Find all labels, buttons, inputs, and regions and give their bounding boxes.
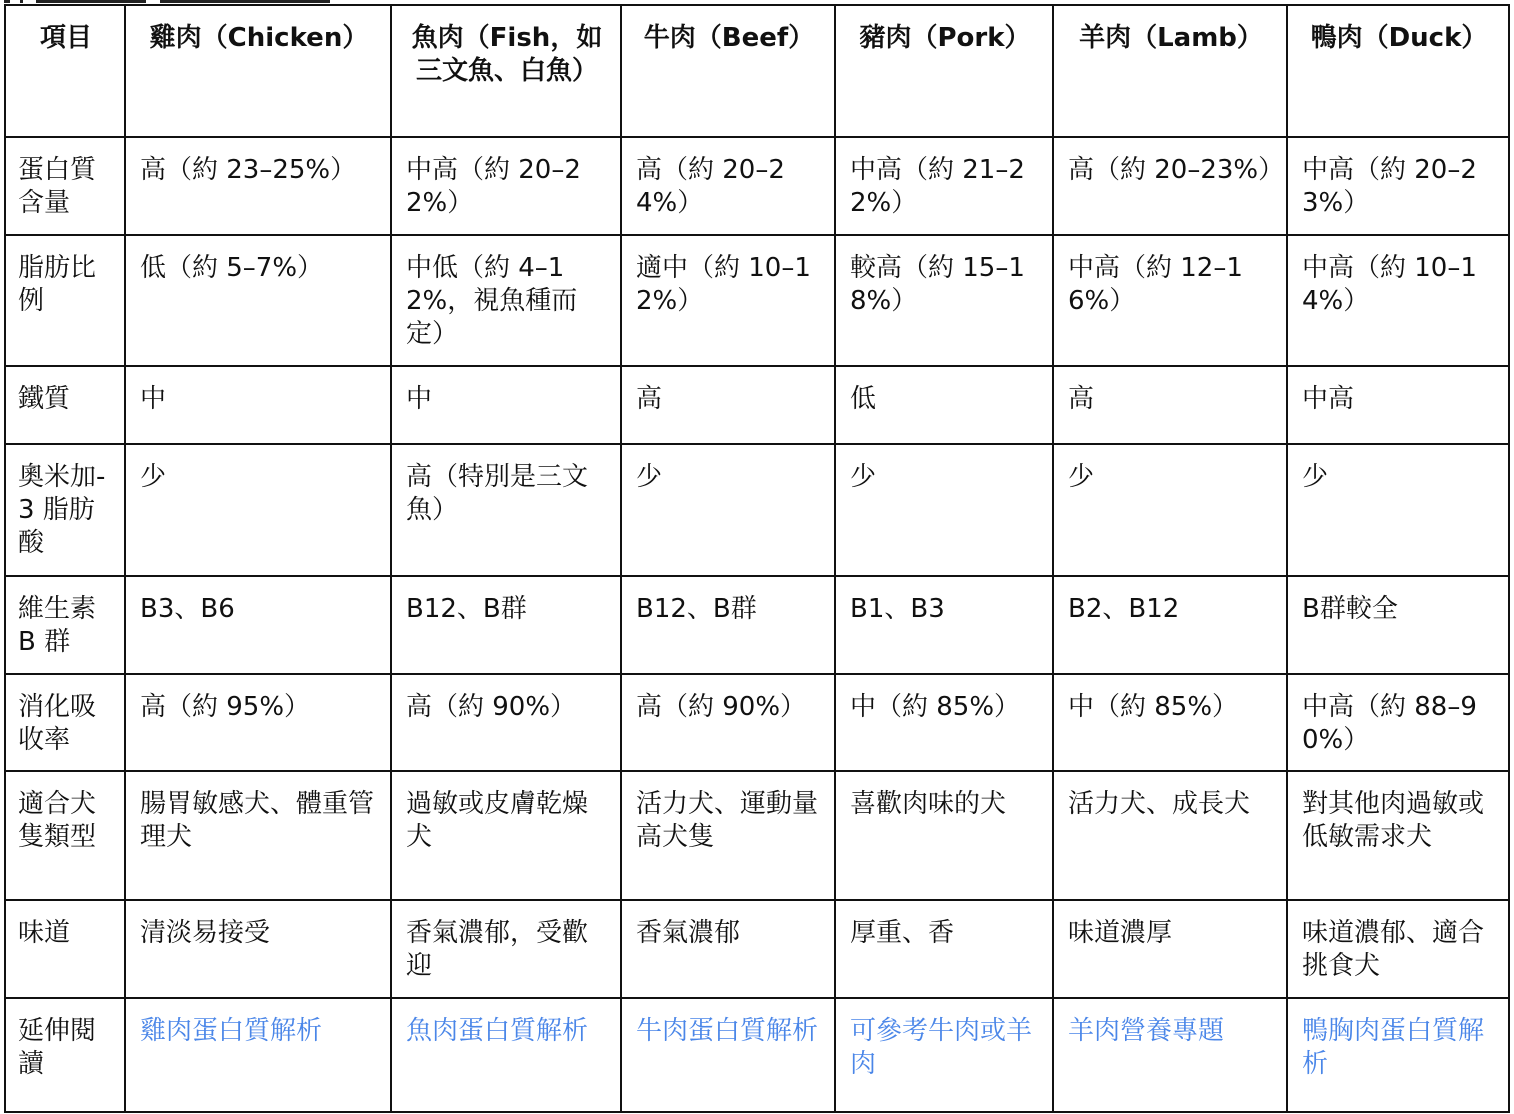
- table-cell: 中高: [1287, 366, 1509, 444]
- table-cell: 清淡易接受: [125, 900, 391, 998]
- row-label: 蛋白質含量: [5, 137, 125, 235]
- table-cell: 高（特別是三文魚）: [391, 444, 621, 576]
- table-cell: 少: [1053, 444, 1287, 576]
- table-row-digestibility: [5, 674, 1509, 771]
- table-cell: B2、B12: [1053, 576, 1287, 674]
- table-cell: [1287, 998, 1509, 1112]
- table-cell: [1053, 998, 1287, 1112]
- row-label: 味道: [5, 900, 125, 998]
- link-pork-reference[interactable]: 可參考牛肉或羊肉: [850, 1016, 1033, 1079]
- meat-comparison-table: [4, 4, 1510, 1113]
- table-cell: 對其他肉過敏或低敏需求犬: [1287, 771, 1509, 900]
- table-cell: [391, 998, 621, 1112]
- table-cell: 過敏或皮膚乾燥犬: [391, 771, 621, 900]
- table-cell: B12、B群: [391, 576, 621, 674]
- table-cell: 高（約 20–23%）: [1053, 137, 1287, 235]
- table-cell: B群較全: [1287, 576, 1509, 674]
- table-cell: B1、B3: [835, 576, 1053, 674]
- link-lamb-nutrition[interactable]: 羊肉營養專題: [1068, 1016, 1225, 1046]
- column-header-duck: 鴨肉（Duck）: [1287, 5, 1509, 137]
- table-cell: 香氣濃郁: [621, 900, 835, 998]
- column-header-beef: 牛肉（Beef）: [621, 5, 835, 137]
- table-cell: [835, 998, 1053, 1112]
- table-cell: 低: [835, 366, 1053, 444]
- column-header-lamb: 羊肉（Lamb）: [1053, 5, 1287, 137]
- table-cell: 喜歡肉味的犬: [835, 771, 1053, 900]
- header-row: [5, 5, 1509, 137]
- table-cell: 活力犬、運動量高犬隻: [621, 771, 835, 900]
- table-cell: 活力犬、成長犬: [1053, 771, 1287, 900]
- table-cell: 中高（約 21–22%）: [835, 137, 1053, 235]
- table-cell: 中（約 85%）: [1053, 674, 1287, 771]
- table-cell: 中: [125, 366, 391, 444]
- table-cell: 味道濃郁、適合挑食犬: [1287, 900, 1509, 998]
- table-cell: 高（約 90%）: [391, 674, 621, 771]
- link-duck-protein[interactable]: 鴨胸肉蛋白質解析: [1302, 1016, 1485, 1079]
- table-cell: 較高（約 15–18%）: [835, 235, 1053, 366]
- row-label: 延伸閱讀: [5, 998, 125, 1112]
- row-label: 消化吸收率: [5, 674, 125, 771]
- table-cell: 高: [621, 366, 835, 444]
- table-cell: 厚重、香: [835, 900, 1053, 998]
- table-cell: B12、B群: [621, 576, 835, 674]
- table-cell: 中高（約 10–14%）: [1287, 235, 1509, 366]
- table-cell: 中高（約 88–90%）: [1287, 674, 1509, 771]
- link-beef-protein[interactable]: 牛肉蛋白質解析: [636, 1016, 819, 1046]
- table-row-protein: [5, 137, 1509, 235]
- table-cell: 中高（約 12–16%）: [1053, 235, 1287, 366]
- column-header-item: 項目: [5, 5, 125, 137]
- table-cell: 高（約 20–24%）: [621, 137, 835, 235]
- table-cell: 中高（約 20–22%）: [391, 137, 621, 235]
- link-fish-protein[interactable]: 魚肉蛋白質解析: [406, 1016, 589, 1046]
- table-cell: 適中（約 10–12%）: [621, 235, 835, 366]
- column-header-pork: 豬肉（Pork）: [835, 5, 1053, 137]
- table-cell: B3、B6: [125, 576, 391, 674]
- table-cell: 味道濃厚: [1053, 900, 1287, 998]
- table-cell: 少: [125, 444, 391, 576]
- table-row-iron: [5, 366, 1509, 444]
- row-label: 奧米加-3 脂肪酸: [5, 444, 125, 576]
- table-cell: [621, 998, 835, 1112]
- table-row-omega3: [5, 444, 1509, 576]
- table-row-further-reading: [5, 998, 1509, 1112]
- table-cell: 少: [1287, 444, 1509, 576]
- column-header-fish: 魚肉（Fish，如三文魚、白魚）: [391, 5, 621, 137]
- table-cell: 低（約 5–7%）: [125, 235, 391, 366]
- table-cell: 香氣濃郁，受歡迎: [391, 900, 621, 998]
- table-cell: [125, 998, 391, 1112]
- row-label: 鐵質: [5, 366, 125, 444]
- row-label: 適合犬隻類型: [5, 771, 125, 900]
- table-cell: 中: [391, 366, 621, 444]
- table-row-suitable-dogs: [5, 771, 1509, 900]
- table-cell: 高: [1053, 366, 1287, 444]
- table-cell: 中低（約 4–12%，視魚種而定）: [391, 235, 621, 366]
- table-cell: 少: [621, 444, 835, 576]
- table-row-fat: [5, 235, 1509, 366]
- table-cell: 腸胃敏感犬、體重管理犬: [125, 771, 391, 900]
- table-cell: 少: [835, 444, 1053, 576]
- table-cell: 高（約 23–25%）: [125, 137, 391, 235]
- table-cell: 中高（約 20–23%）: [1287, 137, 1509, 235]
- column-header-chicken: 雞肉（Chicken）: [125, 5, 391, 137]
- table-cell: 中（約 85%）: [835, 674, 1053, 771]
- row-label: 維生素 B 群: [5, 576, 125, 674]
- table-row-taste: [5, 900, 1509, 998]
- table-cell: 高（約 90%）: [621, 674, 835, 771]
- table-cell: 高（約 95%）: [125, 674, 391, 771]
- table-row-vitamin-b: [5, 576, 1509, 674]
- link-chicken-protein[interactable]: 雞肉蛋白質解析: [140, 1016, 323, 1046]
- row-label: 脂肪比例: [5, 235, 125, 366]
